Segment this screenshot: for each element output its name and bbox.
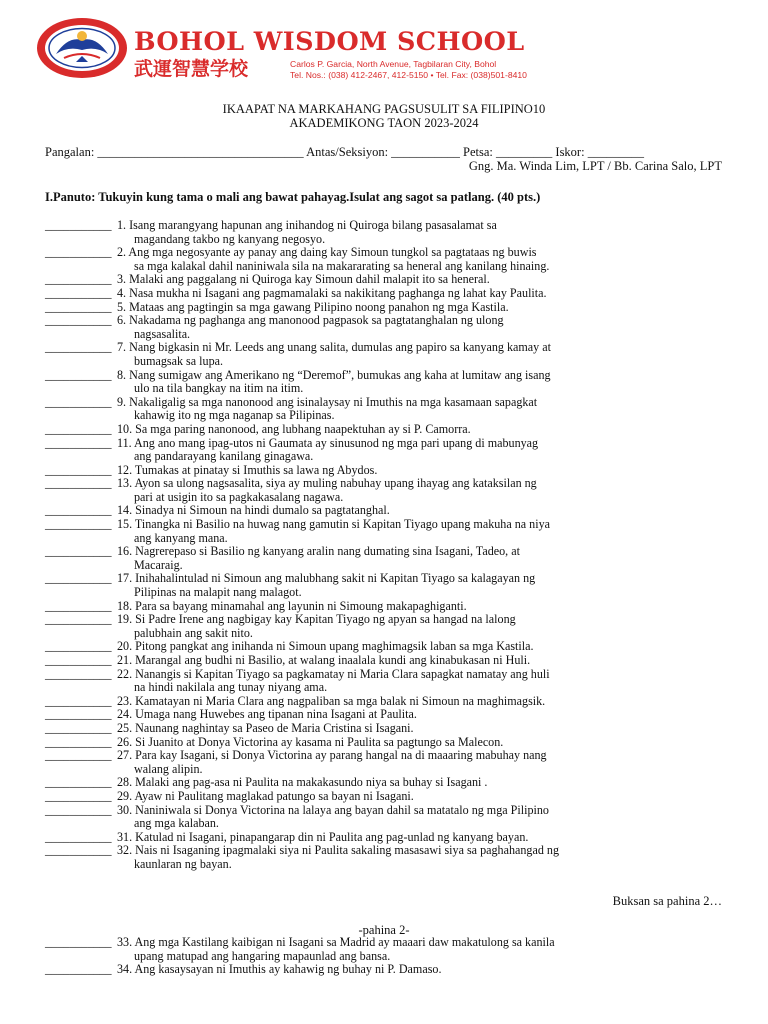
question-text-continuation: palubhain ang sakit nito. [134,625,253,640]
question-text-continuation: ang mga kalaban. [134,816,219,831]
teachers-line: Gng. Ma. Winda Lim, LPT / Bb. Carina Salo, LPT [468,159,722,173]
answer-blank[interactable]: ___________ [45,748,112,763]
answer-blank[interactable]: ___________ [45,843,112,858]
question-text-continuation: magandang takbo ng kanyang negosyo. [134,231,326,246]
question-item [0,613,768,640]
question-item [0,963,768,977]
question-text: 25. Naunang naghintay sa Paseo de Maria Cristina si Isagani. [117,720,414,735]
question-item [0,600,768,614]
contact-line: Tel. Nos.: (038) 412-2467, 412-5150 • Tel. Fax: (038)501-8410 [290,70,527,80]
question-item [0,654,768,668]
instructions: I.Panuto: Tukuyin kung tama o mali ang bawat pahayag.Isulat ang sagot sa patlang. (40 pts.) [45,190,541,204]
answer-blank[interactable]: ___________ [45,734,112,749]
question-text: 33. Ang mga Kastilang kaibigan ni Isagani sa Madrid ay maaari daw makatulong sa kanila [117,935,555,949]
question-item [0,396,768,423]
question-item [0,831,768,845]
question-text: 2. Ang mga negosyante ay panay ang daing kay Simoun tungkol sa pagtataas ng buwis [117,245,537,260]
question-item [0,736,768,750]
question-text: 18. Para sa bayang minamahal ang layunin ni Simoung makapaghiganti. [117,598,467,613]
answer-blank[interactable]: ___________ [45,476,112,491]
question-text-continuation: Macaraig. [134,557,183,572]
school-chinese-name: 武運智慧学校 [134,58,249,80]
school-year: AKADEMIKONG TAON 2023-2024 [289,116,479,130]
question-text-continuation: bumagsak sa lupa. [134,353,224,368]
school-name: BOHOL WISDOM SCHOOL [134,27,525,57]
question-item [0,314,768,341]
question-text-continuation: ulo na tila bangkay na itim na itim. [134,381,304,396]
question-text: 11. Ang ano mang ipag-utos ni Gaumata ay sinusunod ng mga pari upang di mabunyag [117,435,539,450]
answer-blank[interactable]: ___________ [45,503,112,518]
answer-blank[interactable]: ___________ [45,299,112,314]
question-text-continuation: kaunlaran ng bayan. [134,856,232,871]
exam-title: IKAAPAT NA MARKAHANG PAGSUSULIT SA FILIPINO10 [222,102,546,116]
question-item [0,504,768,518]
question-text: 15. Tinangka ni Basilio na huwag nang gamutin si Kapitan Tiyago upang makuha na niya [117,517,550,532]
page-2-label: -pahina 2- [358,923,410,937]
answer-blank[interactable]: ___________ [45,245,112,260]
answer-blank[interactable]: ___________ [45,693,112,708]
question-item [0,287,768,301]
question-text: 20. Pitong pangkat ang inihanda ni Simoun upang maghimagsik laban sa mga Kastila. [117,639,534,654]
question-text-continuation: na hindi nakilala ang tunay niyang ama. [134,680,328,695]
question-text-continuation: nagsasalita. [134,326,191,341]
answer-blank[interactable]: ___________ [45,612,112,627]
question-text: 10. Sa mga paring nanonood, ang lubhang naapektuhan ay si P. Camorra. [117,421,471,436]
question-text: 34. Ang kasaysayan ni Imuthis ay kahawig ng buhay ni P. Damaso. [117,962,442,977]
next-page-note: Buksan sa pahina 2… [612,894,722,908]
question-text-continuation: pari at usigin ito sa pagkakasalang nagawa. [134,489,344,504]
question-list-page-2 [0,936,768,977]
question-text: 26. Si Juanito at Donya Victorina ay kasama ni Paulita sa pagtungo sa Malecon. [117,734,504,749]
question-item [0,369,768,396]
question-text: 30. Naniniwala si Donya Victorina na lalaya ang bayan dahil sa matatalo ng mga Pilipino [117,802,549,817]
question-text: 23. Kamatayan ni Maria Clara ang nagpaliban sa mga balak ni Simoun na maghimagsik. [117,693,546,708]
answer-blank[interactable]: ___________ [45,435,112,450]
answer-blank[interactable]: ___________ [45,962,112,977]
question-text: 4. Nasa mukha ni Isagani ang pagmamalaki sa nakikitang paghanga ng lahat kay Paulita. [117,285,547,300]
question-item [0,936,768,963]
answer-blank[interactable]: ___________ [45,340,112,355]
answer-blank[interactable]: ___________ [45,285,112,300]
question-item [0,695,768,709]
question-item [0,640,768,654]
question-item [0,844,768,871]
question-item [0,572,768,599]
question-text: 24. Umaga nang Huwebes ang tipanan nina Isagani at Paulita. [117,707,417,722]
question-text: 7. Nang bigkasin ni Mr. Leeds ang unang salita, dumulas ang papiro sa kanyang kamay at [117,340,551,355]
question-item [0,341,768,368]
question-item [0,423,768,437]
question-item [0,790,768,804]
answer-blank[interactable]: ___________ [45,517,112,532]
question-list [0,219,768,872]
question-text-continuation: ang pandarayang kanilang ginagawa. [134,449,314,464]
question-item [0,804,768,831]
question-text: 5. Mataas ang pagtingin sa mga gawang Pilipino noong panahon ng mga Kastila. [117,299,509,314]
question-item [0,518,768,545]
answer-blank[interactable]: ___________ [45,788,112,803]
question-text: 31. Katulad ni Isagani, pinapangarap din ni Paulita ang pag-unlad ng kanyang bayan. [117,829,529,844]
question-text: 9. Nakaligalig sa mga nanonood ang isinalaysay ni Imuthis na mga kasamaan sapagkat [117,394,538,409]
question-text: 32. Nais ni Isaganing ipagmalaki siya ni Paulita sakaling masasawi siya sa paghahangad ng [117,843,559,858]
question-text-continuation: Pilipinas na malapit nang malagot. [134,585,302,600]
answer-blank[interactable]: ___________ [45,707,112,722]
question-text: 17. Inihahalintulad ni Simoun ang malubhang sakit ni Kapitan Tiyago sa kalagayan ng [117,571,536,586]
answer-blank[interactable]: ___________ [45,598,112,613]
answer-blank[interactable]: ___________ [45,421,112,436]
address-line: Carlos P. Garcia, North Avenue, Tagbilaran City, Bohol [290,59,497,69]
question-item [0,668,768,695]
question-text: 22. Nanangis si Kapitan Tiyago sa pagkamatay ni Maria Clara sapagkat namatay ang huli [117,666,550,681]
question-item [0,246,768,273]
question-item [0,464,768,478]
question-text: 6. Nakadama ng paghanga ang manonood pagpasok sa pagtatanghalan ng ulong [117,313,504,328]
question-text: 1. Isang marangyang hapunan ang inihandog ni Quiroga bilang pasasalamat sa [117,218,497,232]
answer-blank[interactable]: ___________ [45,394,112,409]
answer-blank[interactable]: ___________ [45,639,112,654]
answer-blank[interactable]: ___________ [45,720,112,735]
answer-blank[interactable]: ___________ [45,802,112,817]
question-text: 12. Tumakas at pinatay si Imuthis sa lawa ng Abydos. [117,462,378,477]
question-text-continuation: upang matupad ang hangaring mapaunlad ang bansa. [134,948,391,963]
school-logo [34,16,130,80]
question-text-continuation: walang alipin. [134,761,203,776]
answer-blank[interactable]: ___________ [45,272,112,287]
school-address [290,59,527,81]
question-text: 16. Nagrerepaso si Basilio ng kanyang aralin nang dumating sina Isagani, Tadeo, at [117,544,520,559]
answer-blank[interactable]: ___________ [45,666,112,681]
question-text: 8. Nang sumigaw ang Amerikano ng “Deremof”, bumukas ang kaha at lumitaw ang isang [117,367,551,382]
question-item [0,749,768,776]
question-item [0,273,768,287]
student-info-line: Pangalan: _________________________________ Antas/Seksiyon: ___________ Petsa: _________ Iskor: _________ [45,145,644,159]
question-text: 21. Marangal ang budhi ni Basilio, at walang inaalala kundi ang kinabukasan ni Huli. [117,653,531,667]
question-item [0,722,768,736]
answer-blank[interactable]: ___________ [45,313,112,328]
question-text: 27. Para kay Isagani, si Donya Victorina ay parang hangal na di maaaring mabuhay nang [117,748,547,763]
question-text: 28. Malaki ang pag-asa ni Paulita na makakasundo niya sa buhay si Isagani . [117,775,488,790]
answer-blank[interactable]: ___________ [45,935,112,949]
answer-blank[interactable]: ___________ [45,829,112,844]
question-text: 3. Malaki ang paggalang ni Quiroga kay Simoun dahil malapit ito sa heneral. [117,272,490,287]
answer-blank[interactable]: ___________ [45,571,112,586]
question-item [0,437,768,464]
question-text: 19. Si Padre Irene ang nagbigay kay Kapitan Tiyago ng apyan sa hangad na lalong [117,612,516,627]
question-text-continuation: ang kanyang mana. [134,530,228,545]
question-item [0,477,768,504]
question-text-continuation: sa mga kalakal dahil naniniwala sila na makararating sa heneral ang kanilang hinaing. [134,258,550,273]
question-text: 14. Sinadya ni Simoun na hindi dumalo sa pagtatanghal. [117,503,390,518]
answer-blank[interactable]: ___________ [45,218,112,232]
question-text: 29. Ayaw ni Paulitang maglakad patungo sa bayan ni Isagani. [117,788,414,803]
question-text: 13. Ayon sa ulong nagsasalita, siya ay muling nabuhay upang ihayag ang kataksilan ng [117,476,537,491]
question-text-continuation: kahawig ito ng mga naganap sa Pilipinas. [134,408,335,423]
question-item [0,219,768,246]
answer-blank[interactable]: ___________ [45,544,112,559]
answer-blank[interactable]: ___________ [45,367,112,382]
answer-blank[interactable]: ___________ [45,653,112,667]
answer-blank[interactable]: ___________ [45,775,112,790]
answer-blank[interactable]: ___________ [45,462,112,477]
question-item [0,708,768,722]
question-item [0,776,768,790]
question-item [0,301,768,315]
question-item [0,545,768,572]
